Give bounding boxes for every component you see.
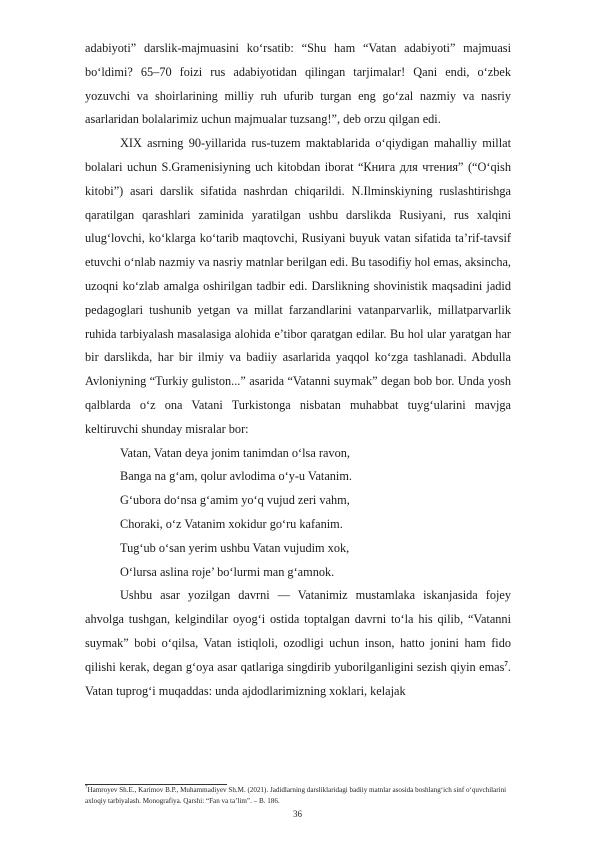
footnote-reference[interactable]: 7: [504, 659, 508, 668]
verse-line-4: Choraki, o‘z Vatanim xokidur go‘ru kafanim.: [120, 516, 343, 531]
paragraph-analysis-tail: . Vatan tuprog‘i muqaddas: unda ajdodlarimizning xoklari, kelajak: [85, 659, 511, 698]
paragraph-analysis: [85, 584, 511, 703]
verse-line-6: O‘lursa aslina roje’ bo‘lurmi man g‘amnok.: [120, 564, 335, 579]
paragraph-textbook-history: XIX asrning 90-yillarida rus-tuzem maktablarida o‘qiydigan mahalliy millat bolalari uchun S.Gramenisiyning uch kitobdan iborat “Книга для чтения” (“O‘qish kitobi”) asari darslik sifatida nashrdan chiqarildi. N.Ilminskiyning ruslashtirishga qaratilgan qarashlari zaminida yaratilgan ushbu darslikda Rusiyani, rus xalqini ulug‘lovchi, ko‘klarga ko‘tarib maqtovchi, Rusiyani buyuk vatan sifatida ta’rif-tavsif etuvchi o‘nlab nazmiy va nasriy matnlar berilgan edi. Bu tasodifiy hol emas, aksincha, uzoqni ko‘zlab amalga oshirilgan tadbir edi. Darslikning shovinistik maqsadini jadid pedagoglari tushunib yetgan va millat farzandlarini vatanparvarlik, millatparvarlik ruhida tarbiyalash masalasiga alohida e’tibor qaratgan edilar. Bu hol ular yaratgan har bir darslikda, har bir ilmiy va badiiy asarlarida yaqqol ko‘zga tashlanadi. Abdulla Avloniyning “Turkiy guliston...” asarida “Vatanni suymak” degan bob bor. Unda yosh qalblarda o‘z ona Vatani Turkistonga nisbatan muhabbat tuyg‘ularini mavjga keltiruvchi shunday misralar bor:: [85, 136, 511, 436]
footnote-text: Hamroyev Sh.E., Karimov B.P., Muhammadiyev Sh.M. (2021). Jadidlarning darsliklaridagi badiiy matnlar asosida boshlang‘ich sinf o‘quvchilarini axloqiy tarbiyalash. Monografiya. Qarshi: “Fan va ta’lim”. – B. 186.: [85, 786, 507, 806]
paragraph-continued: adabiyoti” darslik-majmuasini ko‘rsatib: “Shu ham “Vatan adabiyoti” majmuasi bo‘ldimi? 65–70 foizi rus adabiyotidan qilingan tarjimalar! Qani endi, o‘zbek yozuvchi va shoirlarining milliy ruh ufurib turgan eng go‘zal nazmiy va nasriy asarlaridan bolalarimiz uchun majmualar tuzsang!”, deb orzu qilgan edi.: [85, 41, 511, 127]
page-number: 36: [293, 809, 302, 819]
footnote: [85, 785, 511, 807]
verse-line-3: G‘ubora do‘nsa g‘amim yo‘q vujud zeri vahm,: [120, 493, 350, 508]
body-text: [85, 37, 511, 703]
verse-line-2: Banga na g‘am, qolur avlodima o‘y-u Vatanim.: [120, 469, 352, 484]
verse-line-1: Vatan, Vatan deya jonim tanimdan o‘lsa ravon,: [120, 445, 350, 460]
paragraph-analysis-text: Ushbu asar yozilgan davrni — Vatanimiz mustamlaka iskanjasida fojey ahvolga tushgan, kelgindilar oyog‘i ostida toptalgan davrni to‘la his qilib, “Vatanni suymak” bobi o‘qilsa, Vatan istiqloli, ozodligi uchun inson, hatto jonini ham fido qilishi kerak, degan g‘oya asar qatlariga singdirib yuborilganligini sezish qiyin emas: [85, 588, 511, 674]
poem-verses: [85, 442, 511, 585]
verse-line-5: Tug‘ub o‘san yerim ushbu Vatan vujudim xok,: [120, 540, 350, 555]
footnote-marker: 7: [85, 785, 88, 791]
